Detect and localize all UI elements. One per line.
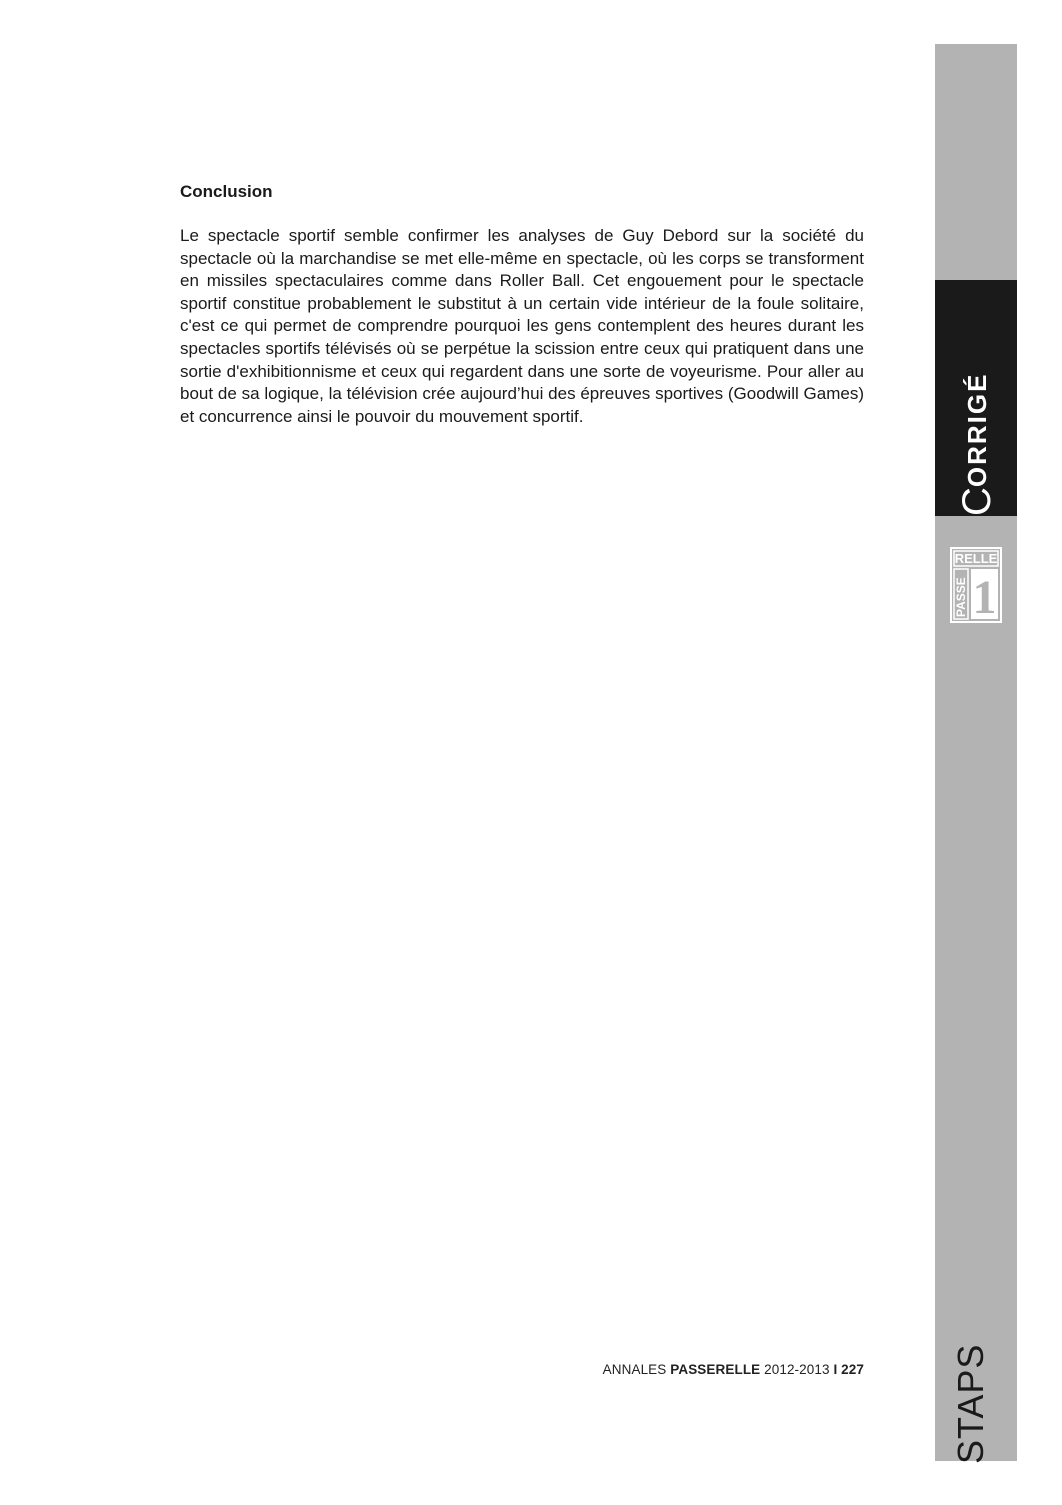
footer-years: 2012-2013 [764,1362,830,1377]
conclusion-paragraph: Le spectacle sportif semble confirmer les analyses de Guy Debord sur la société du spectacle où la marchandise se met elle-même en spectacle, où les corps se transforment en missiles spectaculaires comme dans Roller Ball. Cet engouement pour le spectacle sportif constitue probablement le substitut à un certain vide intérieur de la foule solitaire, c'est ce qui permet de comprendre pourquoi les gens contemplent des heures durant les spectacles sportifs télévisés où se perpétue la scission entre ceux qui pratiquent dans une sortie d'exhibitionnisme et ceux qui regardent dans une sorte de voyeurisme. Pour aller au bout de sa logique, la télévision crée aujourd’hui des épreuves sportives (Goodwill Games) et concurrence ainsi le pouvoir du mouvement sportif. [180,226,864,426]
footer-prefix: ANNALES [602,1362,667,1377]
footer-separator: I [833,1362,838,1377]
logo-number: 1 [972,571,997,623]
passerelle-1-logo [950,547,1002,623]
corrige-first-letter: C [955,487,999,516]
page-number: 227 [841,1362,864,1377]
corrige-rest: ORRIGÉ [962,372,992,488]
corrige-label [957,280,997,516]
side-tab [935,44,1017,1464]
page-footer [603,1362,864,1377]
section-title: Conclusion [180,182,273,201]
subject-label: STAPS [950,1343,991,1464]
logo-side-text: PASSE [954,577,968,617]
main-content [180,180,864,428]
logo-top-text: RELLE [954,551,998,566]
footer-brand: PASSERELLE [670,1362,761,1377]
